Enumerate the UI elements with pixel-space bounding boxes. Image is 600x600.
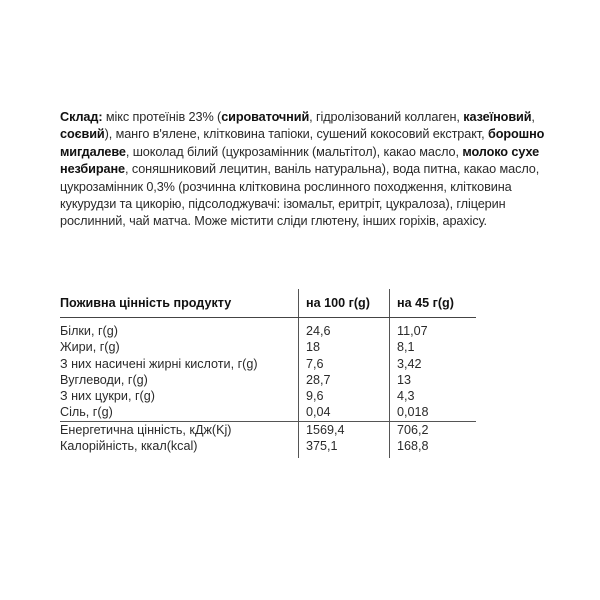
value-per-45g: 4,3 — [390, 388, 477, 404]
ingredient-highlight: молоко сухе незбиране — [60, 144, 540, 177]
value-per-100g: 0,04 — [299, 404, 390, 421]
table-row — [60, 421, 476, 438]
table-row — [60, 388, 476, 404]
value-per-100g: 9,6 — [299, 388, 390, 404]
ingredients-text-part: ), манго в'ялене, клітковина тапіоки, сушений кокосовий екстракт, — [104, 127, 488, 142]
value-per-100g: 7,6 — [299, 356, 390, 372]
ingredients-label: Склад: — [60, 110, 103, 124]
table-row — [60, 356, 476, 372]
value-per-100g: 375,1 — [299, 438, 390, 458]
ingredients-text-part: , — [531, 110, 535, 124]
ingredients-text-part: мікс протеїнів 23% ( — [102, 110, 222, 124]
nutrient-name: Енергетична цінність, кДж(Kj) — [60, 421, 299, 438]
nutrition-header-row — [60, 289, 476, 318]
nutrient-name: З них цукри, г(g) — [60, 389, 155, 404]
value-per-100g: 24,6 — [299, 318, 390, 340]
table-row — [60, 438, 476, 458]
nutrient-name: Сіль, г(g) — [60, 405, 113, 420]
value-per-45g: 3,42 — [390, 356, 477, 372]
ingredient-highlight: сироваточний — [221, 110, 310, 124]
nutrient-name: З них насичені жирні кислоти, г(g) — [60, 356, 258, 371]
value-per-45g: 0,018 — [390, 404, 477, 421]
nutrient-name: Жири, г(g) — [60, 340, 120, 355]
ingredient-highlight: борошно мигдалеве — [60, 127, 545, 159]
ingredients-text-part: , гідролізований коллаген, — [309, 110, 464, 124]
header-product: Поживна цінність продукту — [60, 289, 299, 318]
nutrient-name: Калорійність, ккал(kcal) — [60, 439, 198, 454]
header-per-45g: на 45 г(g) — [390, 289, 477, 318]
table-row — [60, 318, 476, 340]
ingredients-text — [60, 109, 560, 231]
value-per-100g: 1569,4 — [299, 421, 390, 438]
ingredients-text-part: , соняшниковий лецитин, ваніль натуральна), вода питна, какао масло, цукрозамінник 0,3% (розчинна клітковина рослинного походження, клітковина кукурудзи та цикорію, підсолоджувачі: ізомальт, еритріт, цукралоза), гліцерин рослинний, чай матча. Може містити сліди глютену, інших горіхів, арахісу. — [60, 162, 540, 229]
value-per-45g: 8,1 — [390, 339, 477, 355]
value-per-100g: 18 — [299, 339, 390, 355]
ingredient-highlight: казеїновий — [463, 110, 532, 124]
value-per-45g: 706,2 — [390, 421, 477, 438]
ingredients-text-part: , шоколад білий (цукрозамінник (мальтітол), какао масло, — [125, 144, 463, 159]
table-row — [60, 339, 476, 355]
nutrient-name: Вуглеводи, г(g) — [60, 372, 148, 387]
value-per-45g: 168,8 — [390, 438, 477, 458]
table-row — [60, 372, 476, 388]
value-per-45g: 11,07 — [390, 318, 477, 340]
nutrition-table — [60, 289, 476, 458]
value-per-100g: 28,7 — [299, 372, 390, 388]
table-row — [60, 404, 476, 421]
nutrient-name: Білки, г(g) — [60, 324, 118, 338]
ingredient-highlight: соєвий — [60, 127, 105, 142]
value-per-45g: 13 — [390, 372, 477, 388]
header-per-100g: на 100 г(g) — [299, 289, 390, 318]
